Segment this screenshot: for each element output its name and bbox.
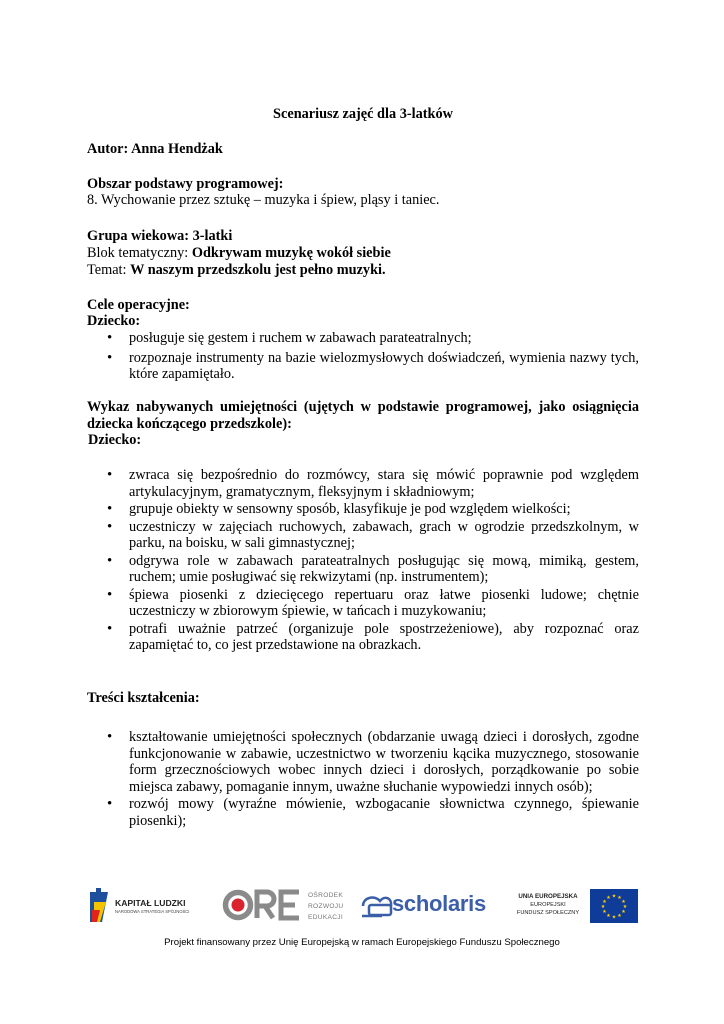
- skills-child-label-text: Dziecko:: [88, 432, 142, 448]
- skill-item: • zwraca się bezpośrednio do rozmówcy, stara się mówić poprawnie pod względem artykulacyjnym, gramatycznym, fleksyjnym i składniowym;: [87, 467, 639, 500]
- skill-item: • uczestniczy w zajęciach ruchowych, zabawach, grach w ogrodzie przedszkolnym, w parku, na boisku, w sali gimnastycznej;: [87, 519, 639, 552]
- ore-logo: [221, 884, 344, 928]
- svg-text:★: ★: [621, 909, 626, 915]
- scholaris-book-icon: [360, 892, 394, 920]
- ore-words: [308, 890, 343, 923]
- svg-text:★: ★: [606, 895, 611, 901]
- ore-word: EDUKACJI: [308, 914, 344, 921]
- eu-line3: FUNDUSZ SPOŁECZNY: [516, 910, 580, 916]
- author-text: Autor: Anna Hendżak: [87, 141, 223, 157]
- footer-logos: [88, 884, 638, 928]
- skills-heading: Wykaz nabywanych umiejętności (ujętych w podstawie programowej, jako osiągnięcia dziecka kończącego przedszkole):: [87, 399, 639, 432]
- topic-label: Temat:: [87, 262, 131, 278]
- age-group-text: Grupa wiekowa: 3-latki: [87, 228, 233, 244]
- area-heading: [87, 176, 639, 193]
- document-title: Scenariusz zajęć dla 3-latków: [273, 106, 453, 122]
- ore-word: ROZWOJU: [308, 903, 344, 910]
- svg-text:★: ★: [600, 904, 606, 910]
- ore-letters-icon: [221, 886, 305, 926]
- area-text: 8. Wychowanie przez sztukę – muzyka i śpiew, pląsy i taniec.: [87, 192, 440, 208]
- kapital-ludzki-subtitle: NARODOWA STRATEGIA SPÓJNOŚCI: [115, 909, 190, 914]
- block-value: Odkrywam muzykę wokół siebie: [191, 245, 391, 261]
- eu-text: [508, 892, 588, 917]
- content-heading-text: Treści kształcenia:: [87, 690, 200, 706]
- goals-child-label: [87, 313, 639, 330]
- svg-text:★: ★: [611, 914, 617, 921]
- kapital-ludzki-logo: [88, 888, 200, 924]
- eu-logo: [508, 888, 638, 924]
- content-heading: [87, 690, 639, 707]
- eu-line2: EUROPEJSKI: [530, 902, 566, 908]
- content-item: • rozwój mowy (wyraźne mówienie, wzbogacanie słownictwa czynnego, śpiewanie piosenki);: [87, 796, 639, 829]
- block-line: [87, 245, 639, 262]
- svg-text:★: ★: [617, 913, 622, 919]
- eu-line1: UNIA EUROPEJSKA: [518, 893, 578, 900]
- ore-word: OŚRODEK: [308, 892, 344, 899]
- topic-value: W naszym przedszkolu jest pełno muzyki.: [130, 262, 386, 278]
- footer-text: Projekt finansowany przez Unię Europejską w ramach Europejskiego Funduszu Społecznego: [164, 937, 560, 948]
- kapital-ludzki-icon: [88, 888, 110, 924]
- goals-child-label-text: Dziecko:: [87, 313, 141, 329]
- svg-text:★: ★: [606, 913, 611, 919]
- content-list: [87, 729, 639, 829]
- skill-item: • śpiewa piosenki z dziecięcego repertuaru oraz łatwe piosenki ludowe; chętnie uczestniczy w zbiorowym śpiewie, w tańcach i muzykowaniu;: [87, 587, 639, 620]
- goals-list: [87, 330, 639, 383]
- area-heading-text: Obszar podstawy programowej:: [87, 176, 284, 192]
- scholaris-wordmark: scholaris: [392, 891, 486, 916]
- skill-item: • odgrywa role w zabawach parateatralnych posługując się mową, mimiką, gestem, ruchem; umie posługiwać się rekwizytami (np. instrumentem);: [87, 553, 639, 586]
- block-label: Blok tematyczny:: [87, 245, 192, 261]
- topic-line: [87, 262, 639, 279]
- skill-item: • potrafi uważnie patrzeć (organizuje pole spostrzeżeniowe), aby rozpoznać oraz zapamiętać to, co jest przedstawione na obrazkach.: [87, 621, 639, 654]
- age-group: [87, 228, 639, 245]
- author-line: [87, 141, 639, 158]
- goal-item: • posługuje się gestem i ruchem w zabawach parateatralnych;: [87, 330, 639, 347]
- svg-text:★: ★: [602, 909, 607, 915]
- content-item: • kształtowanie umiejętności społecznych (obdarzanie uwagą dzieci i dorosłych, zgodne funkcjonowanie w zabawie, uczestnictwo w tworzeniu kącika muzycznego, stosowanie form grzecznościowych wobec innych dzieci i dorosłych, porządkowanie po sobie miejsca zabawy, pomaganie innym, uważne słuchanie wypowiedzi innych osób);: [87, 729, 639, 795]
- skill-item: • grupuje obiekty w sensowny sposób, klasyfikuje je pod względem wielkości;: [87, 501, 639, 518]
- svg-text:★: ★: [602, 899, 607, 905]
- svg-text:★: ★: [617, 895, 622, 901]
- svg-text:★: ★: [622, 904, 628, 910]
- kapital-ludzki-title: KAPITAŁ LUDZKI: [115, 898, 186, 908]
- goals-heading: [87, 297, 639, 314]
- svg-text:★: ★: [621, 899, 626, 905]
- skills-child-label: [88, 432, 640, 449]
- svg-text:★: ★: [611, 893, 617, 900]
- eu-flag-icon: [590, 889, 638, 923]
- goals-heading-text: Cele operacyjne:: [87, 297, 190, 313]
- scholaris-logo: [360, 890, 484, 924]
- goal-item: • rozpoznaje instrumenty na bazie wielozmysłowych doświadczeń, wymienia nazwy tych, które zapamiętało.: [87, 350, 639, 383]
- skills-list: [87, 467, 639, 654]
